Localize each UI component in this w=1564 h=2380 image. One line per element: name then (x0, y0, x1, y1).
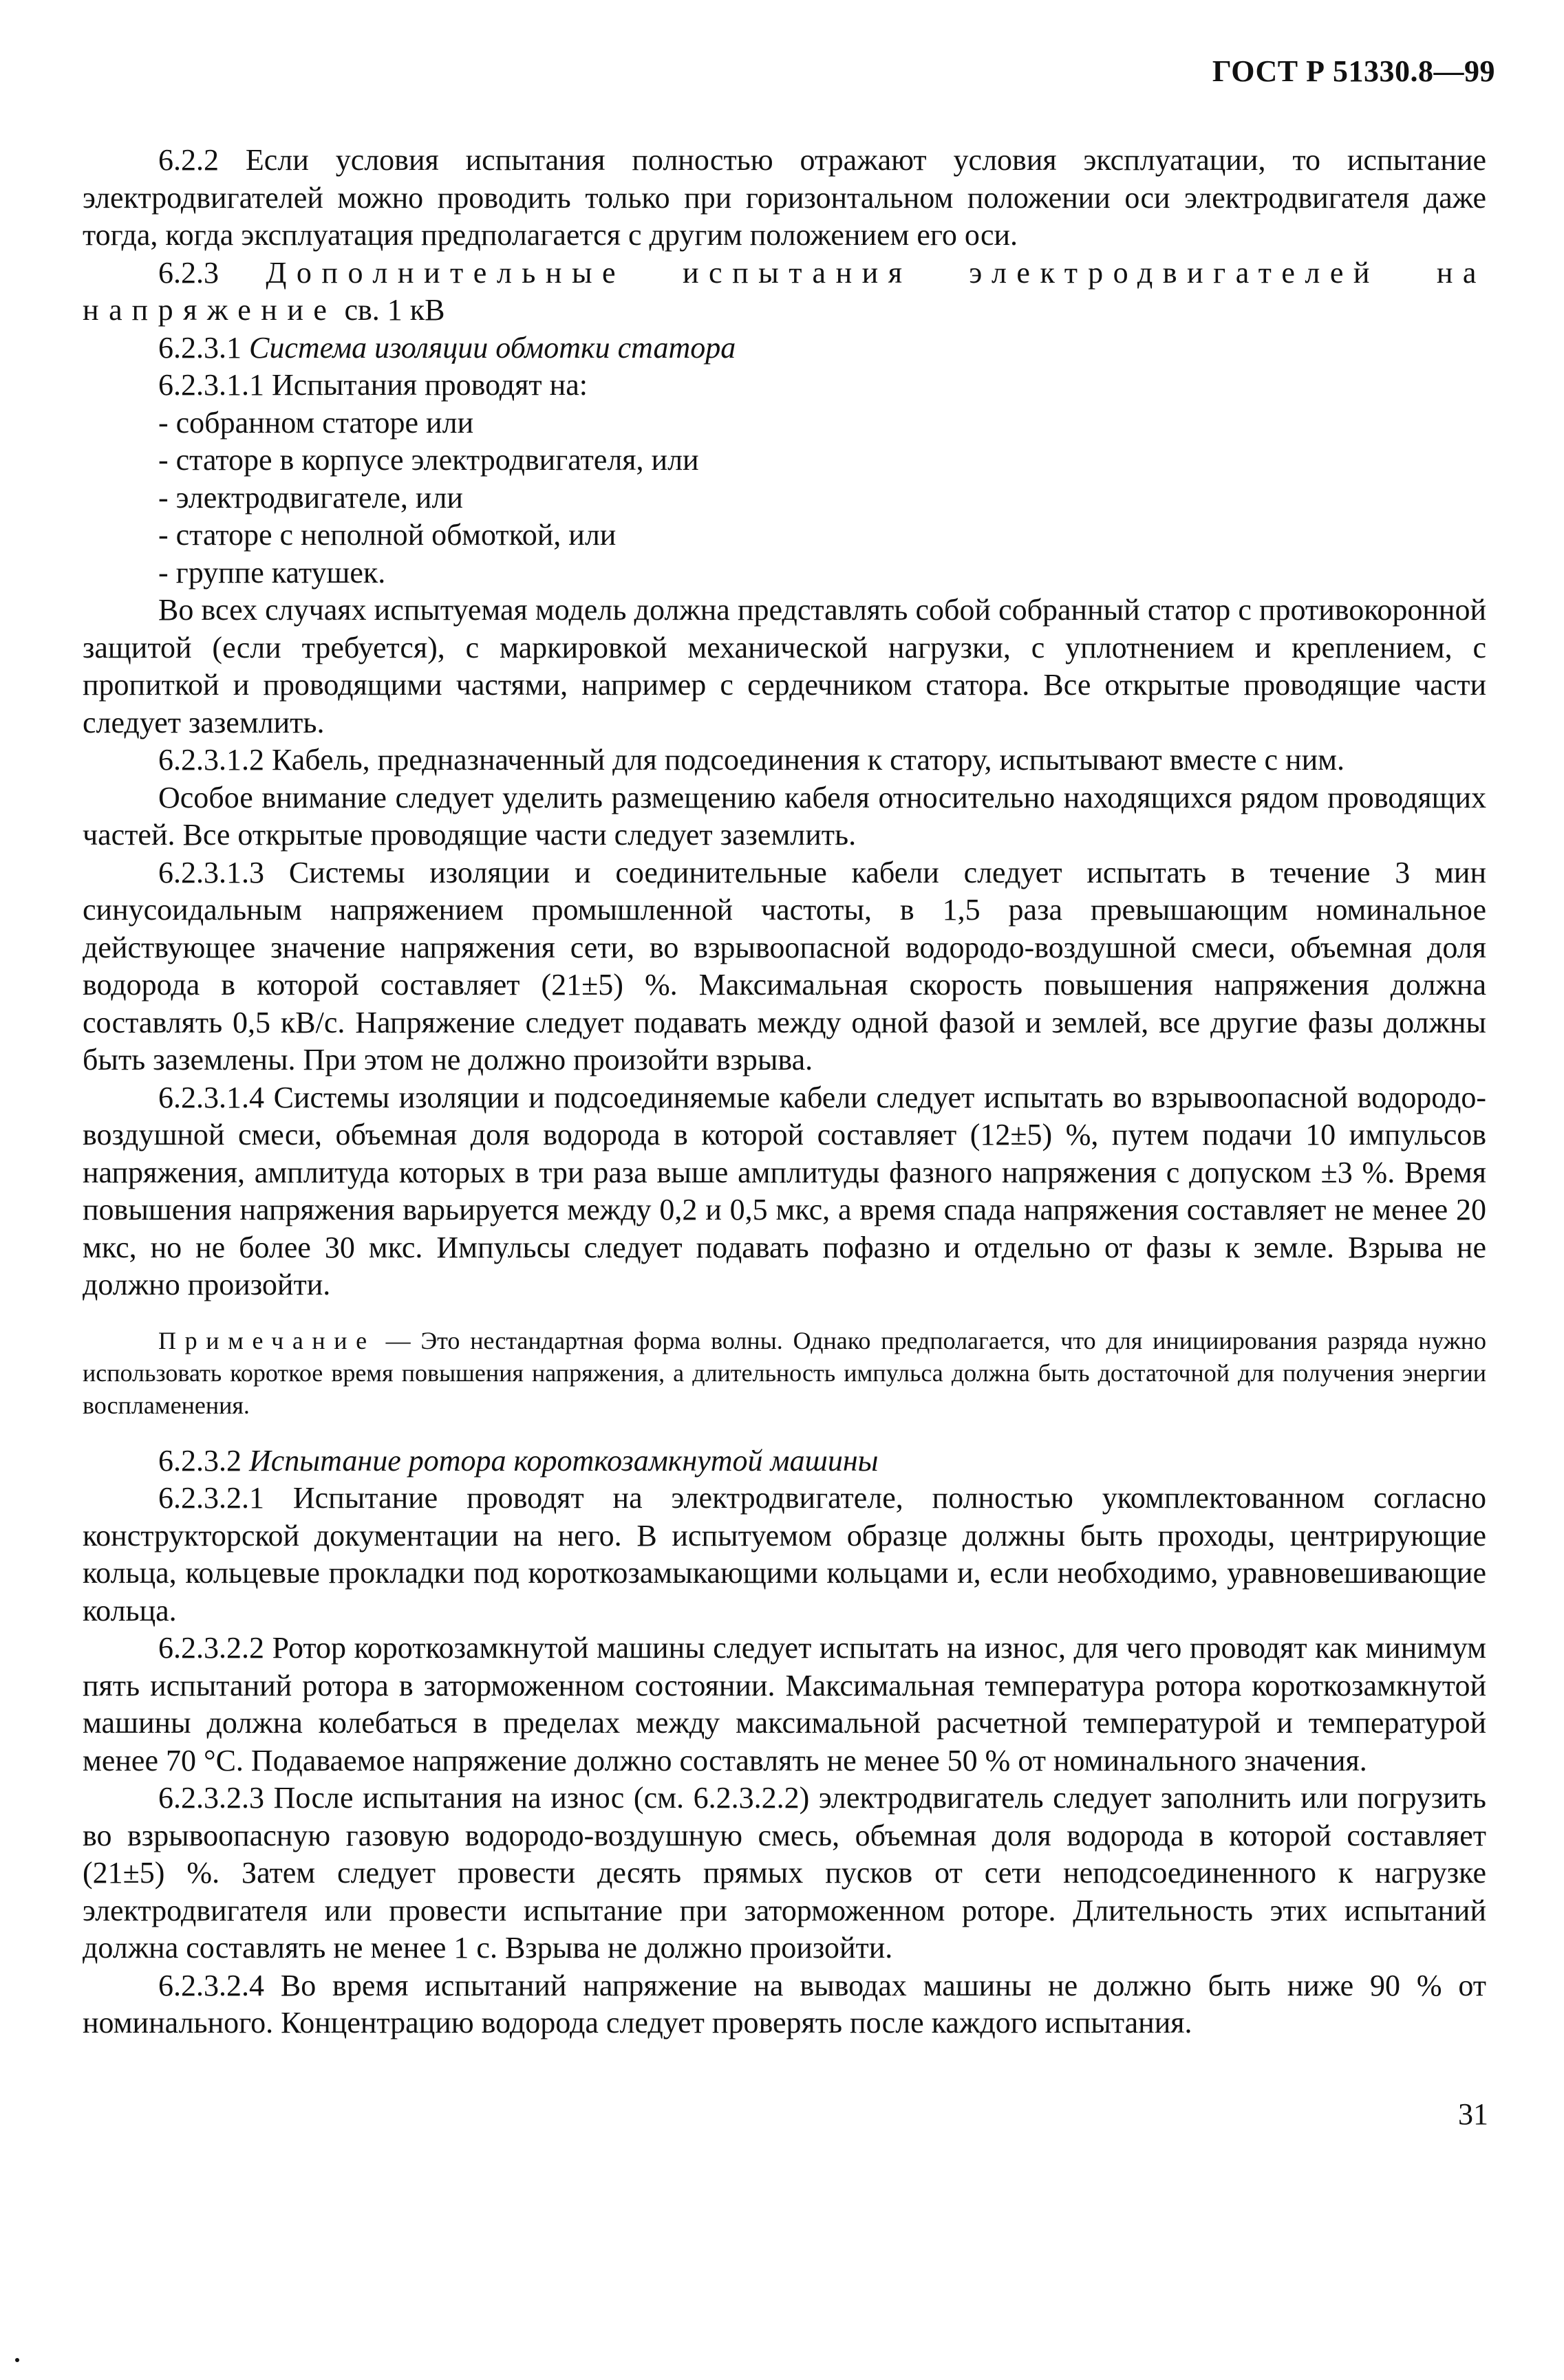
document-body (83, 142, 1486, 2042)
paragraph-6-2-3-1-2: 6.2.3.1.2 Кабель, предназначенный для подсоединения к статору, испытывают вместе с ним. (158, 743, 1345, 777)
list-item: - собранном статоре или (158, 405, 474, 440)
scan-speck (15, 2358, 19, 2362)
list-item: - статоре с неполной обмоткой, или (158, 518, 617, 552)
section-number: 6.2.3 (158, 255, 219, 290)
subsection-title: Система изоляции обмотки статора (249, 330, 736, 365)
section-heading-6-2-3 (83, 255, 1486, 329)
paragraph-6-2-3-1-1: 6.2.3.1.1 Испытания проводят на: (158, 368, 588, 402)
paragraph-all-cases: Во всех случаях испытуемая модель должна представлять собой собранный статор с противокоронной защитой (если требуется), с маркировкой механической нагрузки, с уплотнением и креплением, с пропиткой и проводящими частями, например с сердечником статора. Все открытые проводящие части следует заземлить. (83, 593, 1486, 739)
list-item: - электродвигателе, или (158, 480, 463, 515)
list-item: - группе катушек. (158, 555, 386, 589)
note-label: Примечание (158, 1326, 376, 1354)
paragraph-6-2-3-2-3: 6.2.3.2.3 После испытания на износ (см. 6.2.3.2.2) электродвигатель следует заполнить или погрузить во взрывоопасную газовую водородо-воздушную смесь, объемная доля водорода в которой составляет (21±5) %. Затем следует провести десять прямых пусков от сети неподсоединенного к нагрузке электродвигателя или провести испытание при заторможенном роторе. Длительность этих испытаний должна составлять не менее 1 с. Взрыва не должно произойти. (83, 1781, 1486, 1965)
subsection-heading-6-2-3-2 (83, 1442, 1486, 1480)
list-item: - статоре в корпусе электродвигателя, или (158, 443, 699, 477)
paragraph-6-2-3-2-1: 6.2.3.2.1 Испытание проводят на электродвигателе, полностью укомплектованном согласно конструкторской документации на него. В испытуемом образце должны быть проходы, центрирующие кольца, кольцевые прокладки под короткозамыкающими кольцами и, если необходимо, уравновешивающие кольца. (83, 1481, 1486, 1627)
paragraph-6-2-3-1-3: 6.2.3.1.3 Системы изоляции и соединительные кабели следует испытать в течение 3 мин синусоидальным напряжением промышленной частоты, в 1,5 раза превышающим номинальное действующее значение напряжения сети, во взрывоопасной водородо-воздушной смеси, объемная доля водорода в которой составляет (21±5) %. Максимальная скорость повышения напряжения должна составлять 0,5 кВ/с. Напряжение следует подавать между одной фазой и землей, все другие фазы должны быть заземлены. При этом не должно произойти взрыва. (83, 855, 1486, 1077)
paragraph-6-2-3-2-4: 6.2.3.2.4 Во время испытаний напряжение на выводах машины не должно быть ниже 90 % от номинального. Концентрацию водорода следует проверять после каждого испытания. (83, 1968, 1486, 2040)
subsection-number: 6.2.3.2 (158, 1443, 242, 1478)
page-number: 31 (1458, 2097, 1488, 2131)
standard-header: ГОСТ Р 51330.8—99 (1212, 54, 1495, 88)
section-title: Дополнительные испытания электродвигателей на напряжение (83, 255, 1486, 327)
subsection-number: 6.2.3.1 (158, 330, 242, 365)
subsection-title: Испытание ротора короткозамкнутой машины (249, 1443, 879, 1478)
section-title-tail: св. 1 кВ (344, 293, 445, 327)
note-text: — Это нестандартная форма волны. Однако предполагается, что для инициирования разряда нужно использовать короткое время повышения напряжения, а длительность импульса должна быть достаточной для получения энергии воспламенения. (83, 1326, 1486, 1419)
subsection-heading-6-2-3-1 (83, 329, 1486, 367)
paragraph-6-2-3-1-4: 6.2.3.1.4 Системы изоляции и подсоединяемые кабели следует испытать во взрывоопасной водородо-воздушной смеси, объемная доля водорода в которой составляет (12±5) %, путем подачи 10 импульсов напряжения, амплитуда которых в три раза выше амплитуды фазного напряжения с допуском ±3 %. Время повышения напряжения варьируется между 0,2 и 0,5 мкс, а время спада напряжения составляет не менее 20 мкс, но не более 30 мкс. Импульсы следует подавать пофазно и отдельно от фазы к земле. Взрыва не должно произойти. (83, 1080, 1486, 1301)
paragraph-6-2-3-2-2: 6.2.3.2.2 Ротор короткозамкнутой машины следует испытать на износ, для чего проводят как минимум пять испытаний ротора в заторможенном состоянии. Максимальная температура ротора короткозамкнутой машины должна колебаться в пределах между максимальной расчетной температурой и температурой менее 70 °С. Подаваемое напряжение должно составлять не менее 50 % от номинального значения. (83, 1631, 1486, 1777)
note (83, 1325, 1486, 1422)
paragraph-cable-placement: Особое внимание следует уделить размещению кабеля относительно находящихся рядом проводящих частей. Все открытые проводящие части следует заземлить. (83, 780, 1486, 852)
paragraph-6-2-2: 6.2.2 Если условия испытания полностью отражают условия эксплуатации, то испытание электродвигателей можно проводить только при горизонтальном положении оси электродвигателя даже тогда, когда эксплуатация предполагается с другим положением его оси. (83, 143, 1486, 252)
